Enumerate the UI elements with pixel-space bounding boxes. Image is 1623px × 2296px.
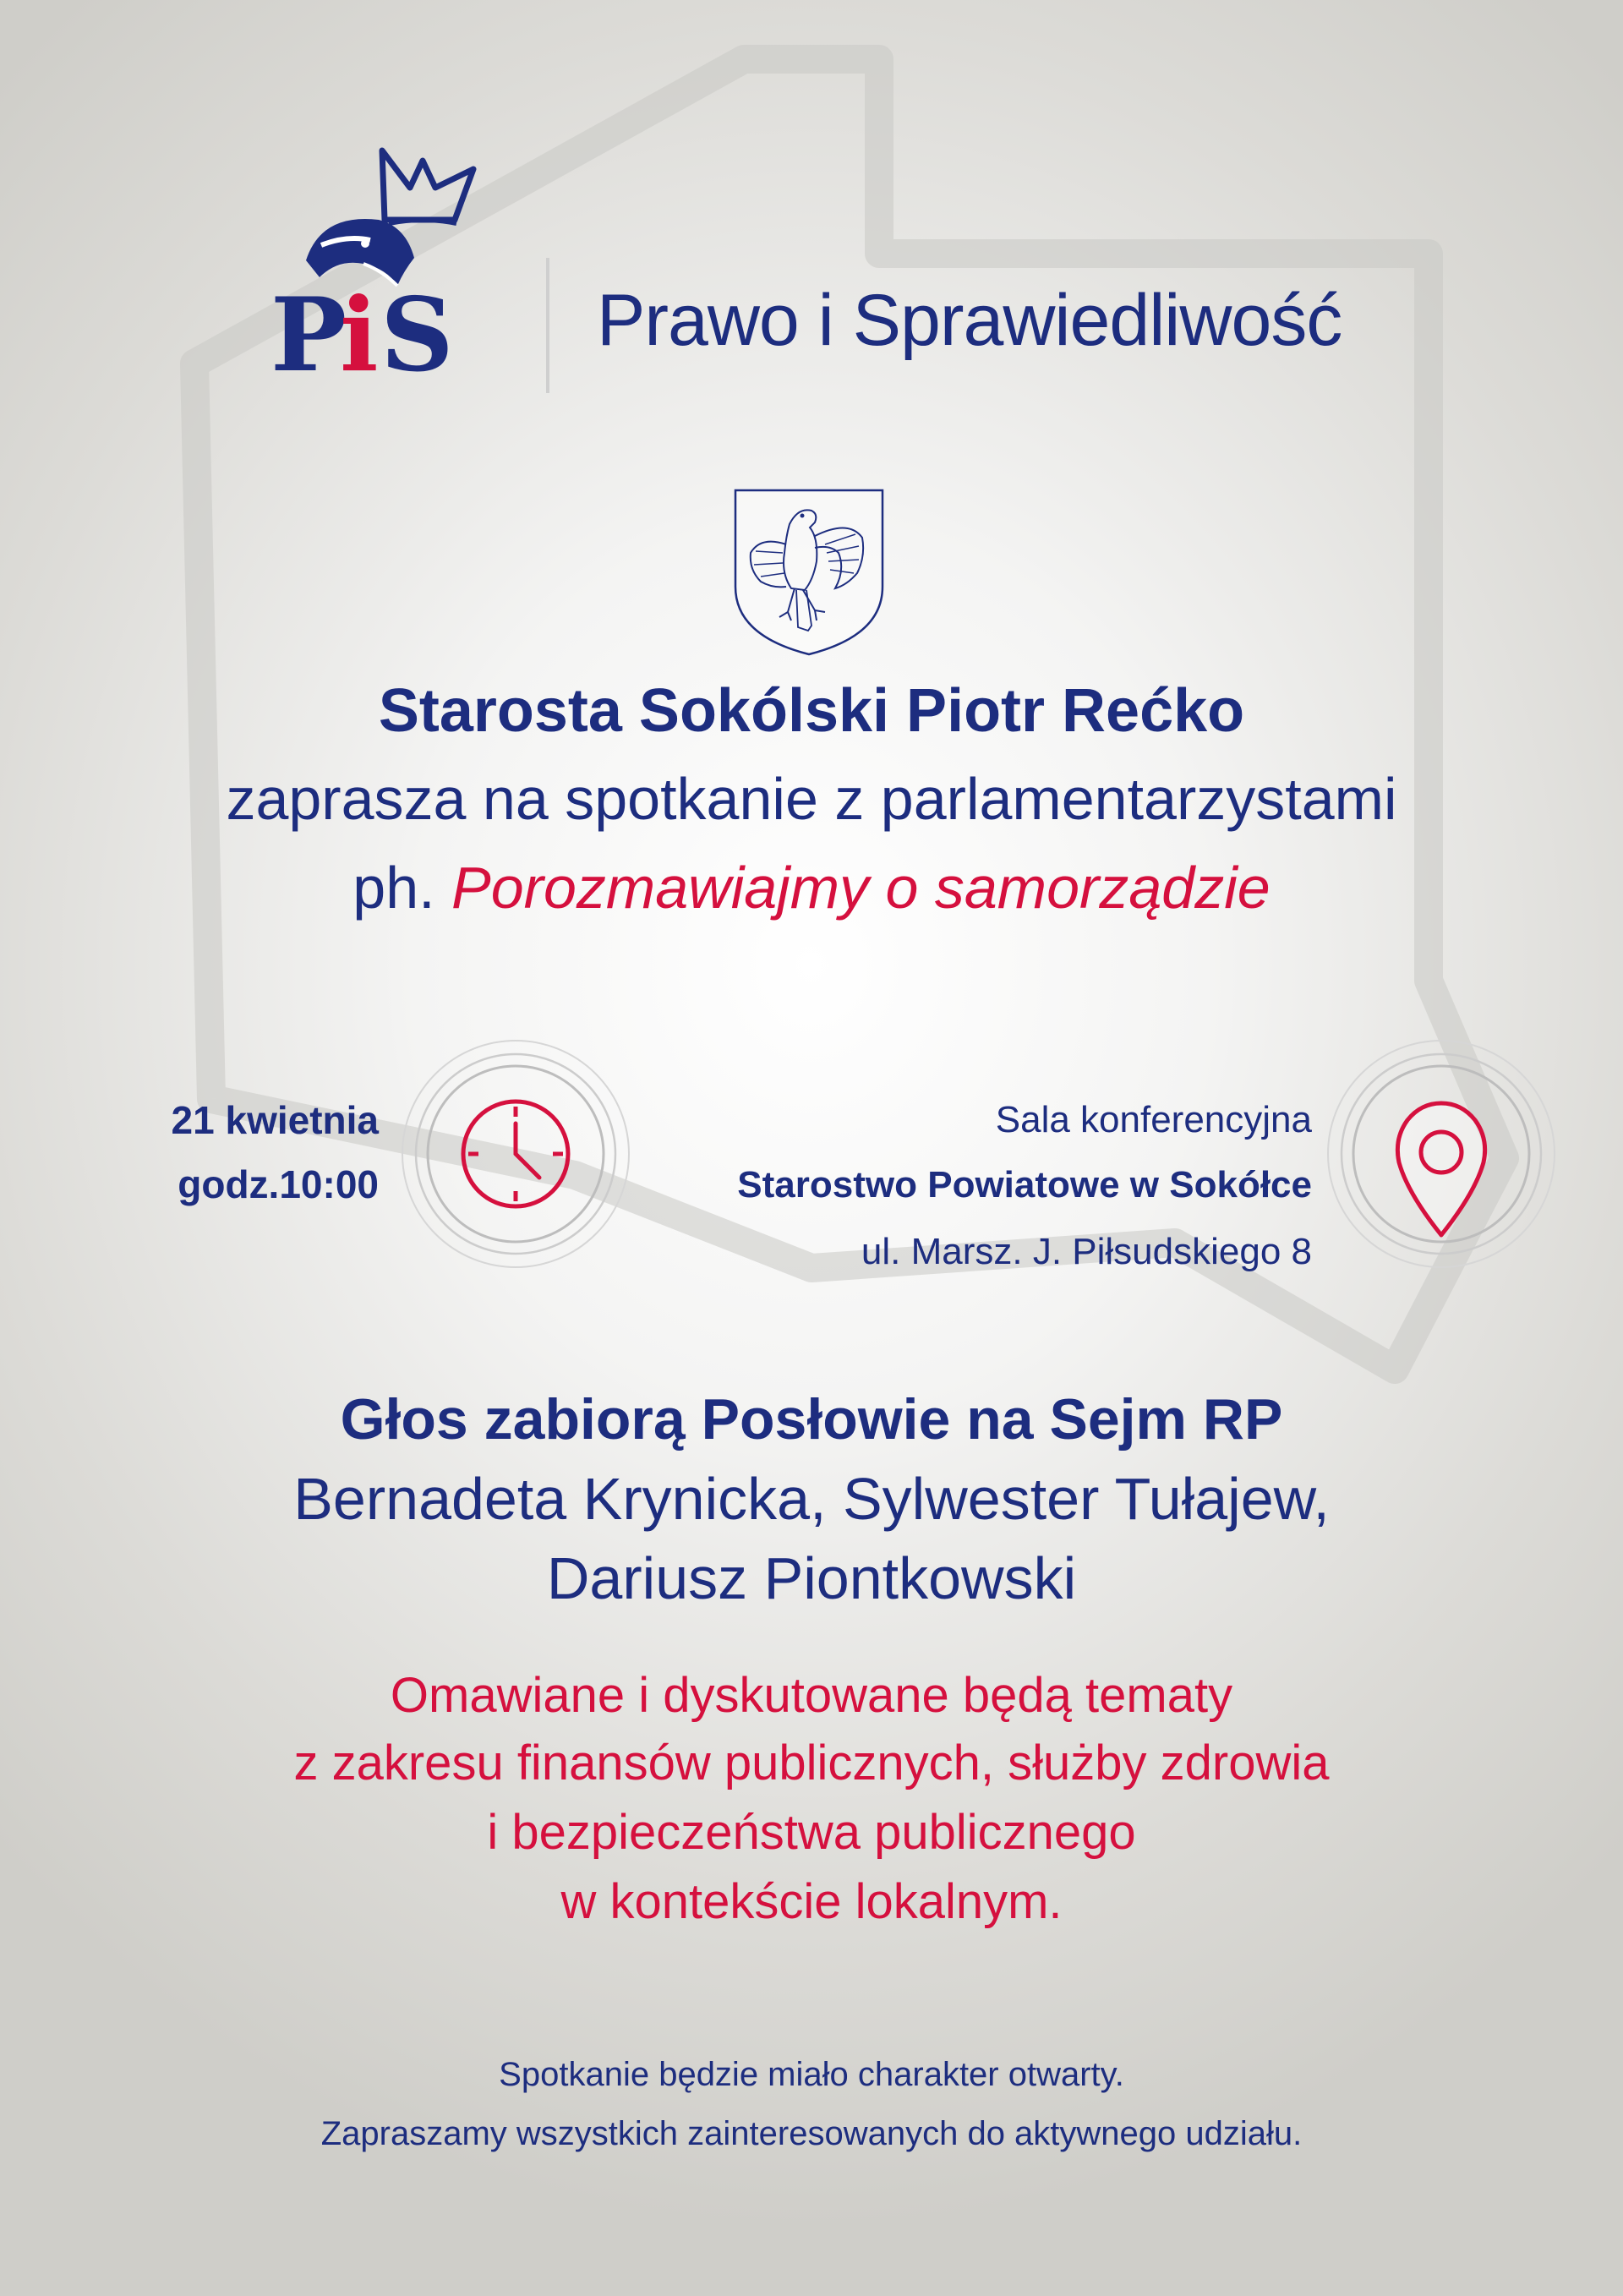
speakers-line-1: Bernadeta Krynicka, Sylwester Tułajew, [293,1466,1330,1532]
theme-line [0,854,1623,921]
logo-abbr: PiS [270,135,272,136]
invitation-text: zaprasza na spotkanie z parlamentarzystami [226,766,1397,832]
map-pin-icon [1323,1036,1560,1272]
speakers-heading: Głos zabiorą Posłowie na Sejm RP [340,1387,1283,1451]
logo-divider [546,258,549,393]
sokolka-coat-of-arms-falcon-icon [730,485,888,659]
topics-line-1: Omawiane i dyskutowane będą tematy [390,1668,1233,1723]
meeting-theme: Porozmawiajmy o samorządzie [451,855,1271,921]
svg-text:i: i [340,276,379,380]
topics-line-3: i bezpieczeństwa publicznego [487,1805,1136,1860]
speakers-line-2: Dariusz Piontkowski [546,1545,1077,1611]
event-date: 21 kwietnia [171,1098,379,1142]
venue-name: Starostwo Powiatowe w Sokółce [737,1164,1312,1205]
venue-room: Sala konferencyjna [995,1099,1312,1140]
footer-line-2: Zapraszamy wszystkich zainteresowanych do aktywnego udziału. [320,2115,1303,2152]
event-time: godz.10:00 [178,1162,379,1206]
topics-line-2: z zakresu finansów publicznych, służby zdrowia [293,1736,1330,1790]
host-title: Starosta Sokólski Piotr Rećko [378,677,1245,745]
clock-icon [397,1036,634,1272]
pis-logo-eagle-crown-icon [270,135,499,380]
footer-line-1: Spotkanie będzie miało charakter otwarty. [499,2056,1124,2093]
svg-text:P: P [270,276,347,380]
svg-text:S: S [380,276,454,380]
logo-party-name: Prawo i Sprawiedliwość [597,280,1342,361]
venue-address: ul. Marsz. J. Piłsudskiego 8 [861,1231,1312,1272]
theme-prefix: ph. [352,855,435,921]
topics-line-4: w kontekście lokalnym. [560,1874,1063,1929]
